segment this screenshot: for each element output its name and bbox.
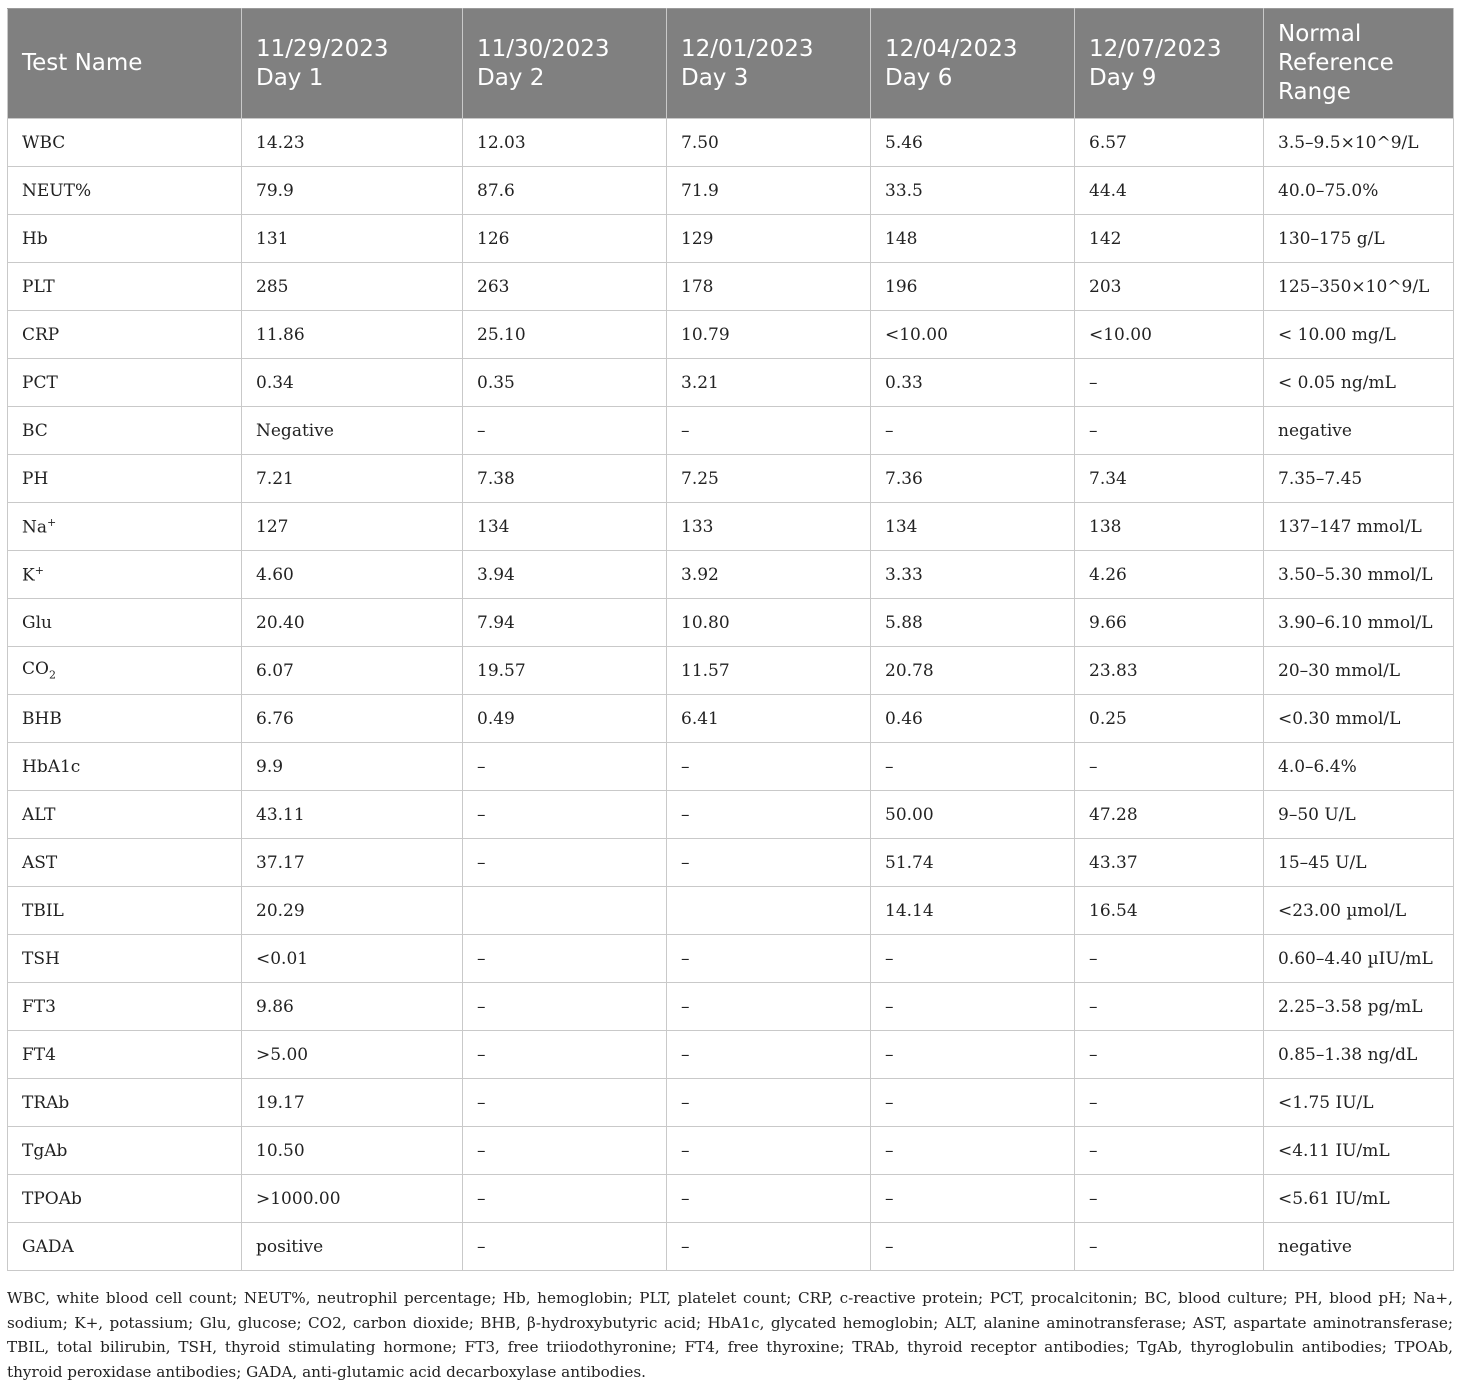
value-cell: 20.29 — [242, 887, 463, 935]
table-row — [8, 743, 1454, 791]
header-day-6: 12/04/2023 Day 6 — [871, 9, 1075, 119]
value-cell: 10.50 — [242, 1127, 463, 1175]
test-name-cell — [8, 551, 242, 599]
value-cell: – — [1075, 1079, 1264, 1127]
value-cell: – — [463, 1127, 667, 1175]
test-name-cell — [8, 167, 242, 215]
test-name-superscript: + — [47, 515, 57, 529]
value-cell: – — [1075, 1127, 1264, 1175]
value-cell: 44.4 — [1075, 167, 1264, 215]
value-cell: – — [667, 983, 871, 1031]
header-day-1: 11/29/2023 Day 1 — [242, 9, 463, 119]
test-name-cell — [8, 743, 242, 791]
table-row — [8, 503, 1454, 551]
value-cell: 3.94 — [463, 551, 667, 599]
table-row — [8, 407, 1454, 455]
test-name-cell — [8, 503, 242, 551]
test-name-label: TSH — [22, 948, 60, 969]
value-cell: 7.38 — [463, 455, 667, 503]
test-name-cell — [8, 935, 242, 983]
value-cell: – — [667, 791, 871, 839]
table-row — [8, 263, 1454, 311]
reference-range-cell: 3.5–9.5×10^9/L — [1264, 119, 1454, 167]
table-row — [8, 1127, 1454, 1175]
test-name-label: PH — [22, 468, 49, 489]
header-day-3: 12/01/2023 Day 3 — [667, 9, 871, 119]
value-cell: 14.23 — [242, 119, 463, 167]
test-name-label: CO — [22, 659, 49, 680]
table-row — [8, 551, 1454, 599]
table-row — [8, 359, 1454, 407]
value-cell: – — [463, 1223, 667, 1271]
value-cell: 6.41 — [667, 695, 871, 743]
value-cell: – — [463, 743, 667, 791]
value-cell: 10.80 — [667, 599, 871, 647]
value-cell: – — [667, 407, 871, 455]
test-name-cell — [8, 647, 242, 695]
value-cell: 142 — [1075, 215, 1264, 263]
test-name-cell — [8, 455, 242, 503]
table-row — [8, 647, 1454, 695]
value-cell: 11.86 — [242, 311, 463, 359]
value-cell: – — [871, 1079, 1075, 1127]
value-cell: – — [463, 1031, 667, 1079]
value-cell: – — [667, 839, 871, 887]
value-cell: 87.6 — [463, 167, 667, 215]
table-header — [8, 9, 1454, 119]
value-cell: 14.14 — [871, 887, 1075, 935]
reference-range-cell: < 10.00 mg/L — [1264, 311, 1454, 359]
value-cell: 23.83 — [1075, 647, 1264, 695]
test-name-label: FT3 — [22, 996, 56, 1017]
table-row — [8, 167, 1454, 215]
value-cell: – — [871, 1223, 1075, 1271]
test-name-cell — [8, 119, 242, 167]
value-cell: 19.57 — [463, 647, 667, 695]
value-cell: 19.17 — [242, 1079, 463, 1127]
value-cell: 11.57 — [667, 647, 871, 695]
value-cell: 12.03 — [463, 119, 667, 167]
header-reference-range: Normal Reference Range — [1264, 9, 1454, 119]
test-name-label: TBIL — [22, 900, 64, 921]
value-cell: – — [1075, 1175, 1264, 1223]
table-row — [8, 215, 1454, 263]
table-row — [8, 887, 1454, 935]
header-day-2: 11/30/2023 Day 2 — [463, 9, 667, 119]
reference-range-cell: 40.0–75.0% — [1264, 167, 1454, 215]
test-name-subscript: 2 — [48, 668, 56, 682]
reference-range-cell: 130–175 g/L — [1264, 215, 1454, 263]
value-cell: 129 — [667, 215, 871, 263]
value-cell: 71.9 — [667, 167, 871, 215]
test-name-cell — [8, 407, 242, 455]
reference-range-cell: <23.00 µmol/L — [1264, 887, 1454, 935]
value-cell: 0.25 — [1075, 695, 1264, 743]
value-cell: Negative — [242, 407, 463, 455]
value-cell: – — [871, 1031, 1075, 1079]
value-cell: – — [463, 983, 667, 1031]
value-cell: – — [667, 1223, 871, 1271]
test-name-label: BC — [22, 420, 48, 441]
value-cell: 0.49 — [463, 695, 667, 743]
value-cell: 51.74 — [871, 839, 1075, 887]
value-cell: 127 — [242, 503, 463, 551]
table-row — [8, 455, 1454, 503]
value-cell: 9.86 — [242, 983, 463, 1031]
reference-range-cell: negative — [1264, 1223, 1454, 1271]
test-name-label: TRAb — [22, 1092, 70, 1113]
value-cell: 50.00 — [871, 791, 1075, 839]
test-name-label: Na — [22, 517, 48, 538]
reference-range-cell: negative — [1264, 407, 1454, 455]
test-name-cell — [8, 887, 242, 935]
value-cell: 285 — [242, 263, 463, 311]
test-name-label: Hb — [22, 228, 48, 249]
value-cell: – — [667, 935, 871, 983]
value-cell: 9.9 — [242, 743, 463, 791]
test-name-label: BHB — [22, 708, 62, 729]
value-cell: – — [463, 839, 667, 887]
test-name-label: GADA — [22, 1236, 74, 1257]
value-cell: 9.66 — [1075, 599, 1264, 647]
reference-range-cell: <1.75 IU/L — [1264, 1079, 1454, 1127]
value-cell: 7.25 — [667, 455, 871, 503]
header-day-9: 12/07/2023 Day 9 — [1075, 9, 1264, 119]
value-cell: <0.01 — [242, 935, 463, 983]
test-name-cell — [8, 1031, 242, 1079]
reference-range-cell: 3.90–6.10 mmol/L — [1264, 599, 1454, 647]
table-row — [8, 1223, 1454, 1271]
value-cell: – — [667, 1079, 871, 1127]
test-name-label: ALT — [22, 804, 56, 825]
value-cell: – — [463, 1175, 667, 1223]
test-name-label: WBC — [22, 132, 66, 153]
value-cell: 33.5 — [871, 167, 1075, 215]
value-cell: 0.33 — [871, 359, 1075, 407]
value-cell: 7.34 — [1075, 455, 1264, 503]
value-cell: – — [871, 983, 1075, 1031]
value-cell: 3.92 — [667, 551, 871, 599]
value-cell: 0.46 — [871, 695, 1075, 743]
value-cell: 126 — [463, 215, 667, 263]
value-cell: <10.00 — [1075, 311, 1264, 359]
reference-range-cell: 2.25–3.58 pg/mL — [1264, 983, 1454, 1031]
value-cell: >5.00 — [242, 1031, 463, 1079]
table-row — [8, 1031, 1454, 1079]
value-cell: 203 — [1075, 263, 1264, 311]
reference-range-cell: 20–30 mmol/L — [1264, 647, 1454, 695]
test-name-cell — [8, 1175, 242, 1223]
table-row — [8, 791, 1454, 839]
value-cell: 37.17 — [242, 839, 463, 887]
value-cell: 4.26 — [1075, 551, 1264, 599]
test-name-cell — [8, 839, 242, 887]
reference-range-cell: <0.30 mmol/L — [1264, 695, 1454, 743]
reference-range-cell: 4.0–6.4% — [1264, 743, 1454, 791]
value-cell: – — [667, 1127, 871, 1175]
header-row — [8, 9, 1454, 119]
value-cell: >1000.00 — [242, 1175, 463, 1223]
value-cell: 7.36 — [871, 455, 1075, 503]
reference-range-cell: 9–50 U/L — [1264, 791, 1454, 839]
header-test-name: Test Name — [8, 9, 242, 119]
test-name-cell — [8, 791, 242, 839]
value-cell: – — [1075, 407, 1264, 455]
test-name-label: TPOAb — [22, 1188, 82, 1209]
table-row — [8, 1175, 1454, 1223]
test-name-cell — [8, 263, 242, 311]
test-name-cell — [8, 695, 242, 743]
test-name-cell — [8, 1079, 242, 1127]
value-cell: 7.94 — [463, 599, 667, 647]
test-name-cell — [8, 599, 242, 647]
reference-range-cell: 3.50–5.30 mmol/L — [1264, 551, 1454, 599]
table-footnote: WBC, white blood cell count; NEUT%, neutrophil percentage; Hb, hemoglobin; PLT, platelet count; CRP, c-reactive protein; PCT, procalcitonin; BC, blood culture; PH, blood pH; Na+, sodium; K+, potassium; Glu, glucose; CO2, carbon dioxide; BHB, β-hydroxybutyric acid; HbA1c, glycated hemoglobin; ALT, alanine aminotransferase; AST, aspartate aminotransferase; TBIL, total bilirubin, TSH, thyroid stimulating hormone; FT3, free triiodothyronine; FT4, free thyroxine; TRAb, thyroid receptor antibodies; TgAb, thyroglobulin antibodies; TPOAb, thyroid peroxidase antibodies; GADA, anti-glutamic acid decarboxylase antibodies. — [7, 1289, 1453, 1381]
reference-range-cell: 0.60–4.40 µIU/mL — [1264, 935, 1454, 983]
value-cell: – — [463, 407, 667, 455]
test-name-cell — [8, 311, 242, 359]
value-cell: – — [1075, 1031, 1264, 1079]
value-cell: 7.21 — [242, 455, 463, 503]
table-row — [8, 599, 1454, 647]
value-cell: 16.54 — [1075, 887, 1264, 935]
table-row — [8, 1079, 1454, 1127]
value-cell: 20.40 — [242, 599, 463, 647]
test-name-label: FT4 — [22, 1044, 56, 1065]
reference-range-cell: <4.11 IU/mL — [1264, 1127, 1454, 1175]
reference-range-cell: 125–350×10^9/L — [1264, 263, 1454, 311]
value-cell: 134 — [871, 503, 1075, 551]
value-cell: – — [1075, 935, 1264, 983]
reference-range-cell: 15–45 U/L — [1264, 839, 1454, 887]
value-cell: 6.57 — [1075, 119, 1264, 167]
value-cell: 178 — [667, 263, 871, 311]
value-cell: 79.9 — [242, 167, 463, 215]
test-name-cell — [8, 215, 242, 263]
table-row — [8, 935, 1454, 983]
value-cell: 43.37 — [1075, 839, 1264, 887]
test-name-label: CRP — [22, 324, 60, 345]
table-row — [8, 695, 1454, 743]
value-cell: – — [463, 791, 667, 839]
test-name-cell — [8, 1127, 242, 1175]
value-cell: 20.78 — [871, 647, 1075, 695]
value-cell: – — [463, 1079, 667, 1127]
value-cell: 131 — [242, 215, 463, 263]
value-cell: 6.76 — [242, 695, 463, 743]
value-cell: 134 — [463, 503, 667, 551]
test-name-label: K — [22, 565, 35, 586]
value-cell: 196 — [871, 263, 1075, 311]
test-name-cell — [8, 1223, 242, 1271]
value-cell: – — [871, 407, 1075, 455]
value-cell: – — [1075, 743, 1264, 791]
value-cell: – — [667, 743, 871, 791]
value-cell: 43.11 — [242, 791, 463, 839]
test-name-label: AST — [22, 852, 58, 873]
test-name-cell — [8, 983, 242, 1031]
value-cell: 5.88 — [871, 599, 1075, 647]
value-cell: – — [871, 1127, 1075, 1175]
value-cell: – — [1075, 983, 1264, 1031]
value-cell: 4.60 — [242, 551, 463, 599]
value-cell: 47.28 — [1075, 791, 1264, 839]
reference-range-cell: <5.61 IU/mL — [1264, 1175, 1454, 1223]
table-row — [8, 983, 1454, 1031]
value-cell: – — [871, 1175, 1075, 1223]
value-cell: 25.10 — [463, 311, 667, 359]
value-cell: 3.33 — [871, 551, 1075, 599]
value-cell: – — [1075, 1223, 1264, 1271]
lab-results-table-container — [7, 8, 1453, 1271]
table-row — [8, 311, 1454, 359]
value-cell: 5.46 — [871, 119, 1075, 167]
reference-range-cell: 7.35–7.45 — [1264, 455, 1454, 503]
reference-range-cell: 0.85–1.38 ng/dL — [1264, 1031, 1454, 1079]
value-cell: 0.35 — [463, 359, 667, 407]
test-name-label: PLT — [22, 276, 55, 297]
reference-range-cell: < 0.05 ng/mL — [1264, 359, 1454, 407]
value-cell: – — [871, 743, 1075, 791]
test-name-cell — [8, 359, 242, 407]
value-cell: 10.79 — [667, 311, 871, 359]
value-cell: – — [1075, 359, 1264, 407]
test-name-label: TgAb — [22, 1140, 68, 1161]
table-row — [8, 119, 1454, 167]
value-cell: <10.00 — [871, 311, 1075, 359]
value-cell: 133 — [667, 503, 871, 551]
value-cell: 138 — [1075, 503, 1264, 551]
lab-results-table — [7, 8, 1454, 1271]
value-cell: 3.21 — [667, 359, 871, 407]
reference-range-cell: 137–147 mmol/L — [1264, 503, 1454, 551]
value-cell: – — [667, 1175, 871, 1223]
test-name-label: HbA1c — [22, 756, 81, 777]
value-cell: – — [667, 1031, 871, 1079]
test-name-label: NEUT% — [22, 180, 92, 201]
value-cell: 148 — [871, 215, 1075, 263]
value-cell: – — [463, 935, 667, 983]
value-cell: 0.34 — [242, 359, 463, 407]
value-cell — [463, 887, 667, 935]
value-cell — [667, 887, 871, 935]
test-name-label: PCT — [22, 372, 58, 393]
value-cell: 6.07 — [242, 647, 463, 695]
table-row — [8, 839, 1454, 887]
test-name-superscript: + — [34, 563, 44, 577]
table-body — [8, 119, 1454, 1271]
test-name-label: Glu — [22, 612, 52, 633]
value-cell: 7.50 — [667, 119, 871, 167]
value-cell: positive — [242, 1223, 463, 1271]
value-cell: 263 — [463, 263, 667, 311]
value-cell: – — [871, 935, 1075, 983]
